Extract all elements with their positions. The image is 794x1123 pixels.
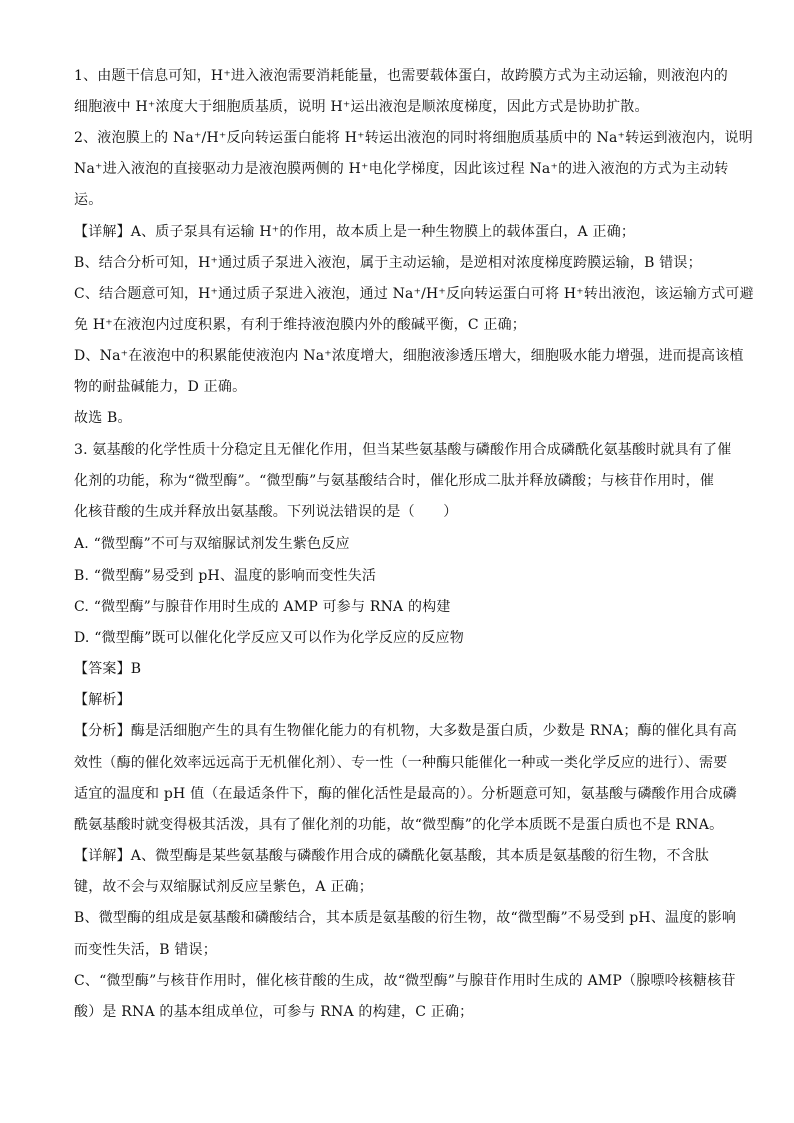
text-line: 2、液泡膜上的 Na⁺/H⁺反向转运蛋白能将 H⁺转运出液泡的同时将细胞质基质中的 Na⁺转运到液泡内，说明 (74, 130, 753, 146)
question-line: 化核苷酸的生成并释放出氨基酸。下列说法错误的是（ ） (74, 504, 458, 520)
text-line: C、“微型酶”与核苷作用时，催化核苷酸的生成，故“微型酶”与腺苷作用时生成的 AMP（腺嘌呤核糖核苷 (74, 973, 736, 989)
text-line: 酰氨基酸时就变得极其活泼，具有了催化剂的功能，故“微型酶”的化学本质既不是蛋白质也不是 RNA。 (74, 817, 724, 833)
text-line: 适宜的温度和 pH 值（在最适条件下，酶的催化活性是最高的）。分析题意可知，氨基酸与磷酸作用合成磷 (74, 786, 737, 802)
option-a: A. “微型酶”不可与双缩脲试剂发生紫色反应 (74, 536, 350, 552)
detail-heading-line: 【详解】A、微型酶是某些氨基酸与磷酸作用合成的磷酰化氨基酸，其本质是氨基酸的衍生物，不含肽 (74, 848, 710, 864)
text-line: 而变性失活，B 错误； (74, 942, 217, 958)
option-c: C. “微型酶”与腺苷作用时生成的 AMP 可参与 RNA 的构建 (74, 599, 451, 615)
answer-line: 【答案】B (74, 661, 142, 677)
text-line: 酸）是 RNA 的基本组成单位，可参与 RNA 的构建，C 正确； (74, 1004, 474, 1020)
analysis-heading: 【解析】 (74, 692, 131, 708)
text-line: 物的耐盐碱能力，D 正确。 (74, 379, 247, 395)
text-line: 键，故不会与双缩脲试剂反应呈紫色，A 正确； (74, 879, 373, 895)
text-line: 细胞液中 H⁺浓度大于细胞质基质，说明 H⁺运出液泡是顺浓度梯度，因此方式是协助扩散。 (74, 99, 649, 115)
text-line: C、结合题意可知，H⁺通过质子泵进入液泡，通过 Na⁺/H⁺反向转运蛋白可将 H⁺转出液泡，该运输方式可避 (74, 286, 754, 302)
text-line: 故选 B。 (74, 410, 132, 426)
question-line: 3. 氨基酸的化学性质十分稳定且无催化作用，但当某些氨基酸与磷酸作用合成磷酰化氨基酸时就具有了催 (74, 442, 732, 458)
text-line: 免 H⁺在液泡内过度积累，有利于维持液泡膜内外的酸碱平衡，C 正确； (74, 317, 527, 333)
text-line: 1、由题干信息可知，H⁺进入液泡需要消耗能量，也需要载体蛋白，故跨膜方式为主动运输，则液泡内的 (74, 68, 728, 84)
text-line: B、结合分析可知，H⁺通过质子泵进入液泡，属于主动运输，是逆相对浓度梯度跨膜运输，B 错误； (74, 255, 702, 271)
text-line: 效性（酶的催化效率远远高于无机催化剂）、专一性（一种酶只能催化一种或一类化学反应的进行）、需要 (74, 755, 728, 771)
question-line: 化剂的功能，称为“微型酶”。“微型酶”与氨基酸结合时，催化形成二肽并释放磷酸；与核苷作用时，催 (74, 473, 715, 489)
option-d: D. “微型酶”既可以催化化学反应又可以作为化学反应的反应物 (74, 630, 464, 646)
text-line: B、微型酶的组成是氨基酸和磷酸结合，其本质是氨基酸的衍生物，故“微型酶”不易受到 pH、温度的影响 (74, 910, 737, 926)
text-line: 【分析】酶是活细胞产生的具有生物催化能力的有机物，大多数是蛋白质，少数是 RNA；酶的催化具有高 (74, 723, 737, 739)
option-b: B. “微型酶”易受到 pH、温度的影响而变性失活 (74, 568, 377, 584)
text-line: Na⁺进入液泡的直接驱动力是液泡膜两侧的 H⁺电化学梯度，因此该过程 Na⁺的进入液泡的方式为主动转 (74, 161, 729, 177)
text-line: 运。 (74, 192, 103, 208)
detail-heading-line: 【详解】A、质子泵具有运输 H⁺的作用，故本质上是一种生物膜上的载体蛋白，A 正确； (74, 224, 636, 240)
text-line: D、Na⁺在液泡中的积累能使液泡内 Na⁺浓度增大，细胞液渗透压增大，细胞吸水能力增强，进而提高该植 (74, 348, 744, 364)
